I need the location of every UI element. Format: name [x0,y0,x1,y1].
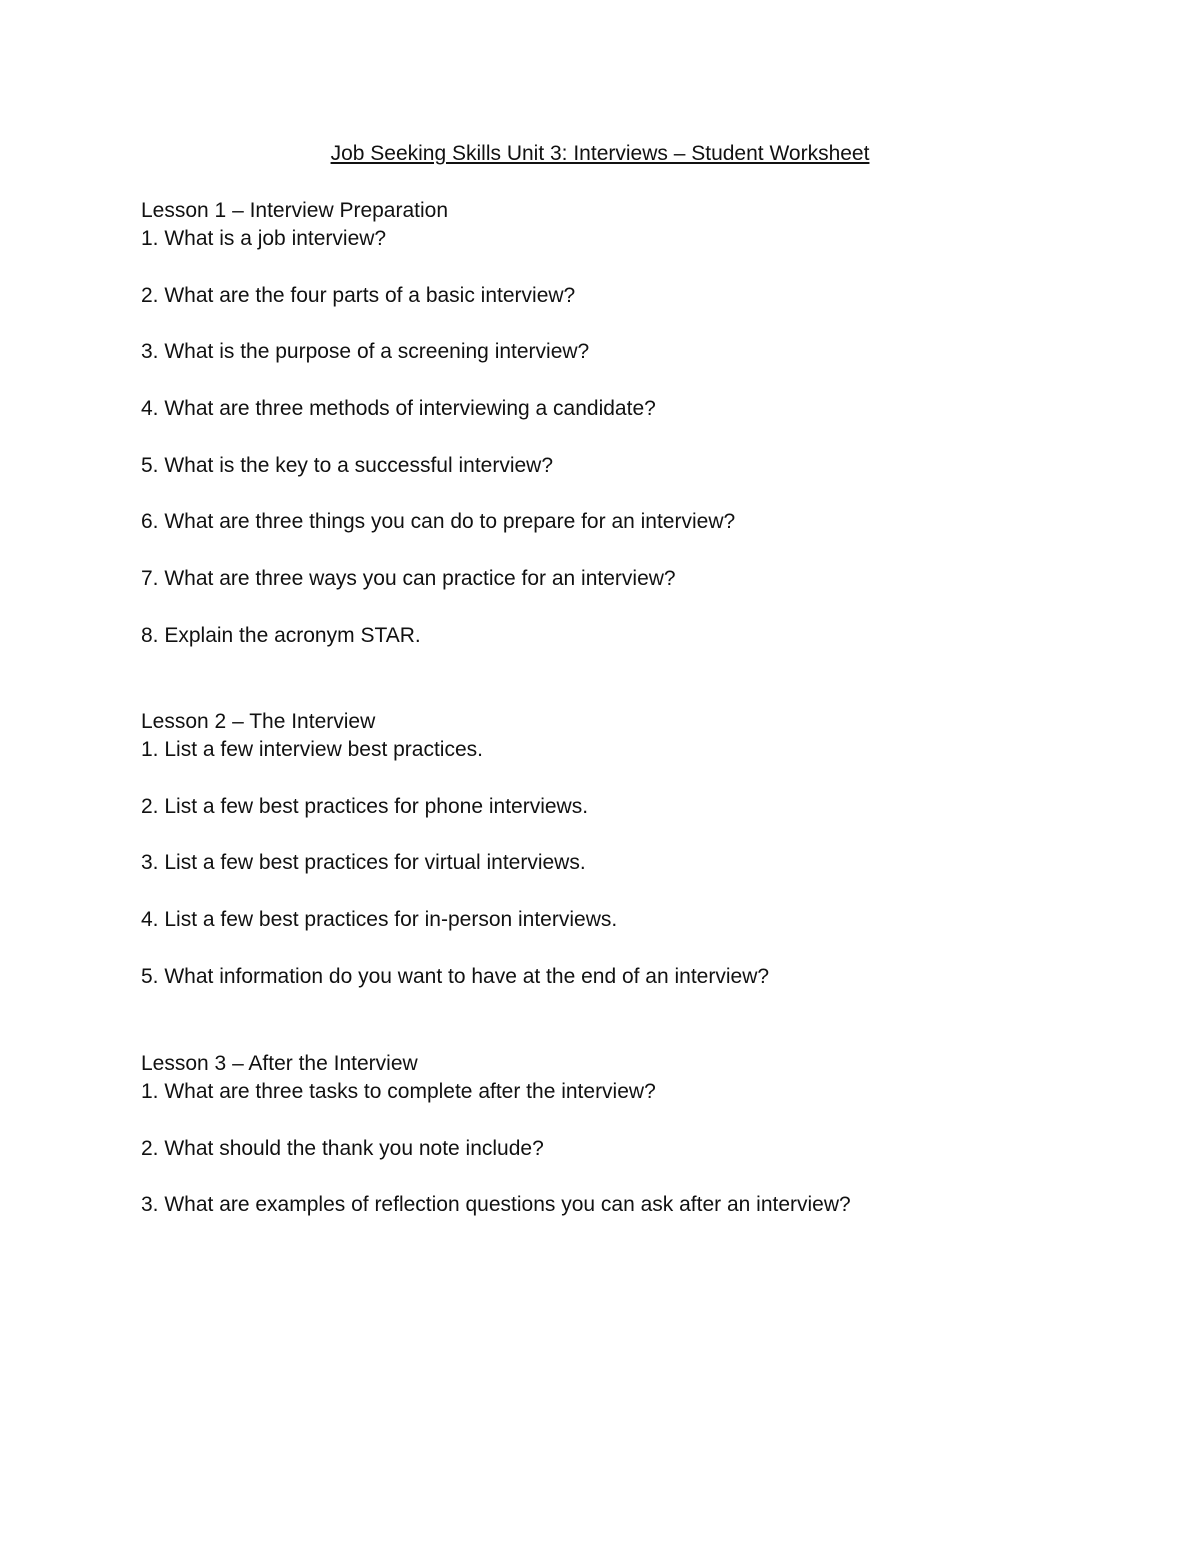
question-item: 5. What is the key to a successful interview? [141,453,554,477]
question-item: 7. What are three ways you can practice for an interview? [141,567,676,591]
lesson-1-section [141,197,1121,650]
question-item: 3. What is the purpose of a screening interview? [141,340,590,364]
question-item: 3. What are examples of reflection questions you can ask after an interview? [141,1193,851,1217]
question-item: 2. What are the four parts of a basic interview? [141,283,576,307]
lesson-heading: Lesson 2 – The Interview [141,710,376,733]
question-item: 1. What is a job interview? [141,227,387,250]
question-item: 1. What are three tasks to complete after the interview? [141,1080,656,1103]
question-item: 2. List a few best practices for phone interviews. [141,794,589,818]
question-item: 6. What are three things you can do to prepare for an interview? [141,510,736,534]
document-title: Job Seeking Skills Unit 3: Interviews – Student Worksheet [330,142,870,165]
lesson-2-section [141,708,1121,991]
lesson-heading: Lesson 1 – Interview Preparation [141,199,449,222]
question-item: 2. What should the thank you note include? [141,1136,544,1160]
lesson-3-section [141,1050,1121,1219]
question-item: 3. List a few best practices for virtual interviews. [141,851,586,875]
question-item: 1. List a few interview best practices. [141,738,483,761]
question-item: 4. What are three methods of interviewing a candidate? [141,397,656,421]
question-item: 4. List a few best practices for in-person interviews. [141,908,618,932]
question-item: 5. What information do you want to have at the end of an interview? [141,964,770,988]
lesson-heading: Lesson 3 – After the Interview [141,1052,418,1075]
question-item: 8. Explain the acronym STAR. [141,623,421,647]
